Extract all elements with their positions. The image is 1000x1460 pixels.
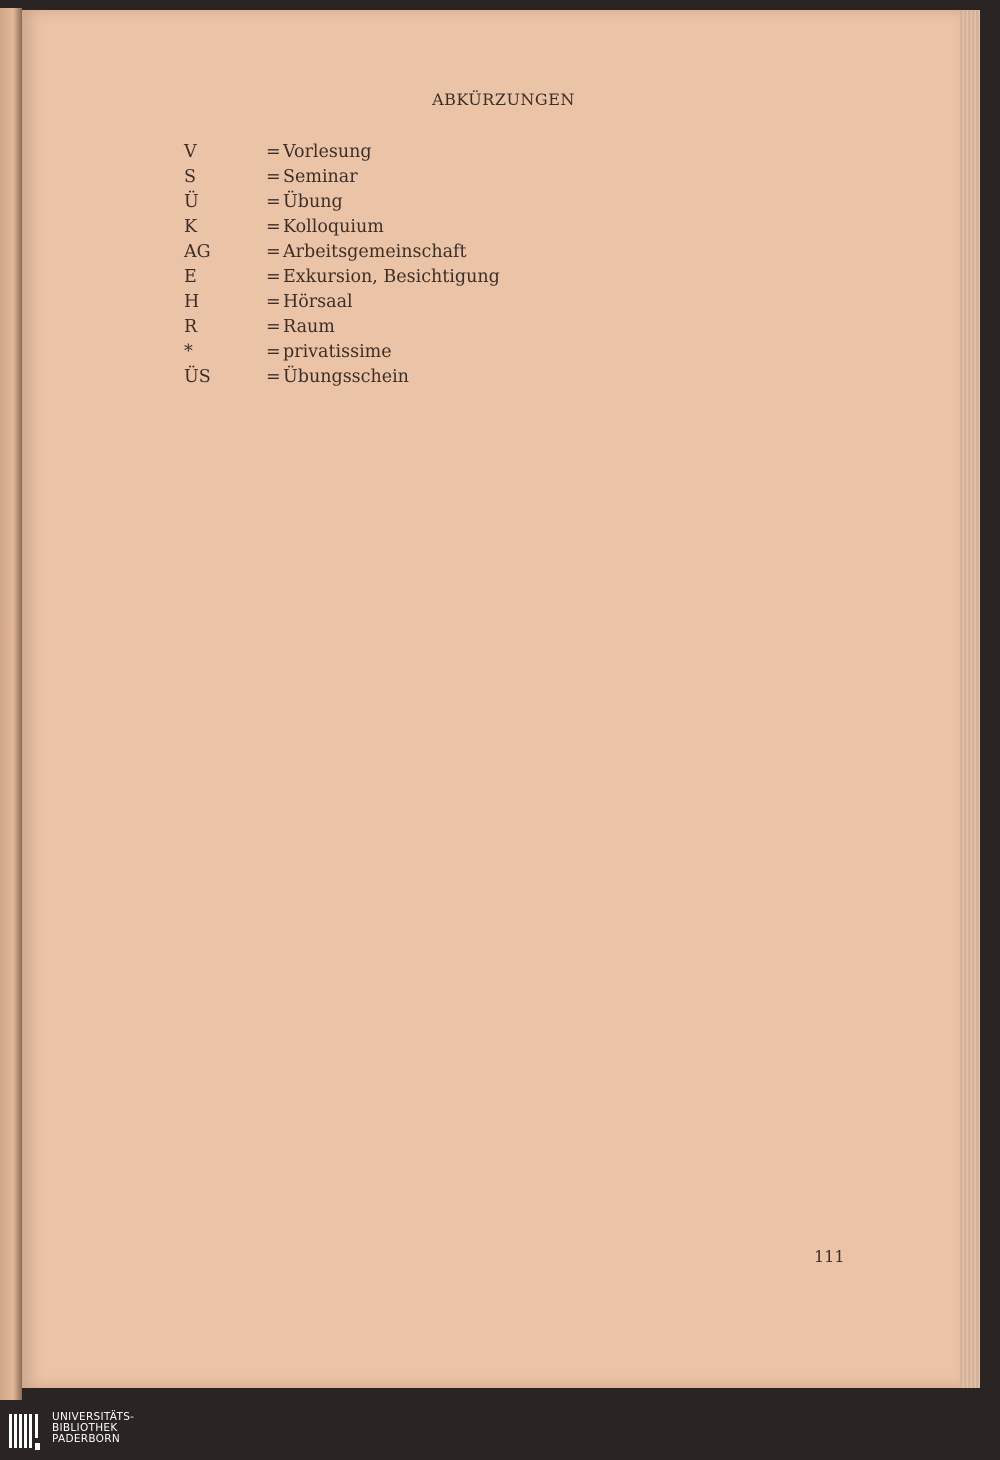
abbreviation-meaning: Raum bbox=[283, 317, 335, 337]
abbreviation-row bbox=[182, 240, 602, 265]
abbreviation-row bbox=[182, 365, 602, 390]
abbreviation-row bbox=[182, 190, 602, 215]
abbreviation-meaning: Kolloquium bbox=[283, 217, 384, 237]
abbreviation-meaning: Arbeitsgemeinschaft bbox=[283, 242, 467, 262]
abbreviation-meaning: privatissime bbox=[283, 342, 392, 362]
abbreviation-code: S bbox=[184, 167, 196, 187]
library-name-line: UNIVERSITÄTS- bbox=[52, 1411, 135, 1423]
page-number: 111 bbox=[814, 1247, 845, 1266]
abbreviation-code: K bbox=[184, 217, 198, 237]
abbreviation-row bbox=[182, 165, 602, 190]
equals-sign: = bbox=[266, 242, 281, 262]
abbreviation-row bbox=[182, 315, 602, 340]
abbreviation-meaning: Seminar bbox=[283, 167, 358, 187]
abbreviation-row bbox=[182, 290, 602, 315]
equals-sign: = bbox=[266, 317, 281, 337]
abbreviation-list bbox=[182, 140, 602, 390]
equals-sign: = bbox=[266, 292, 281, 312]
abbreviation-meaning: Vorlesung bbox=[283, 142, 372, 162]
abbreviation-code: V bbox=[184, 142, 197, 162]
abbreviation-code: ÜS bbox=[184, 367, 211, 387]
document-page bbox=[22, 10, 960, 1388]
abbreviation-row bbox=[182, 265, 602, 290]
equals-sign: = bbox=[266, 267, 281, 287]
library-footer bbox=[0, 1400, 1000, 1460]
abbreviation-code: * bbox=[184, 342, 193, 362]
abbreviation-code: E bbox=[184, 267, 197, 287]
library-name-line: PADERBORN bbox=[52, 1433, 120, 1445]
library-name bbox=[52, 1412, 134, 1445]
equals-sign: = bbox=[266, 192, 281, 212]
abbreviation-meaning: Übungsschein bbox=[283, 367, 409, 387]
abbreviation-code: H bbox=[184, 292, 200, 312]
abbreviation-code: AG bbox=[184, 242, 211, 262]
abbreviation-meaning: Exkursion, Besichtigung bbox=[283, 267, 500, 287]
left-facing-page-edge bbox=[0, 8, 22, 1400]
library-name-line: BIBLIOTHEK bbox=[52, 1422, 118, 1434]
equals-sign: = bbox=[266, 167, 281, 187]
equals-sign: = bbox=[266, 217, 281, 237]
equals-sign: = bbox=[266, 142, 281, 162]
abbreviation-row bbox=[182, 215, 602, 240]
page-heading: ABKÜRZUNGEN bbox=[432, 90, 575, 109]
abbreviation-code: Ü bbox=[184, 192, 199, 212]
equals-sign: = bbox=[266, 367, 281, 387]
abbreviation-code: R bbox=[184, 317, 198, 337]
abbreviation-row bbox=[182, 340, 602, 365]
library-logo-icon bbox=[8, 1412, 46, 1452]
abbreviation-meaning: Übung bbox=[283, 192, 343, 212]
equals-sign: = bbox=[266, 342, 281, 362]
abbreviation-meaning: Hörsaal bbox=[283, 292, 353, 312]
abbreviation-row bbox=[182, 140, 602, 165]
